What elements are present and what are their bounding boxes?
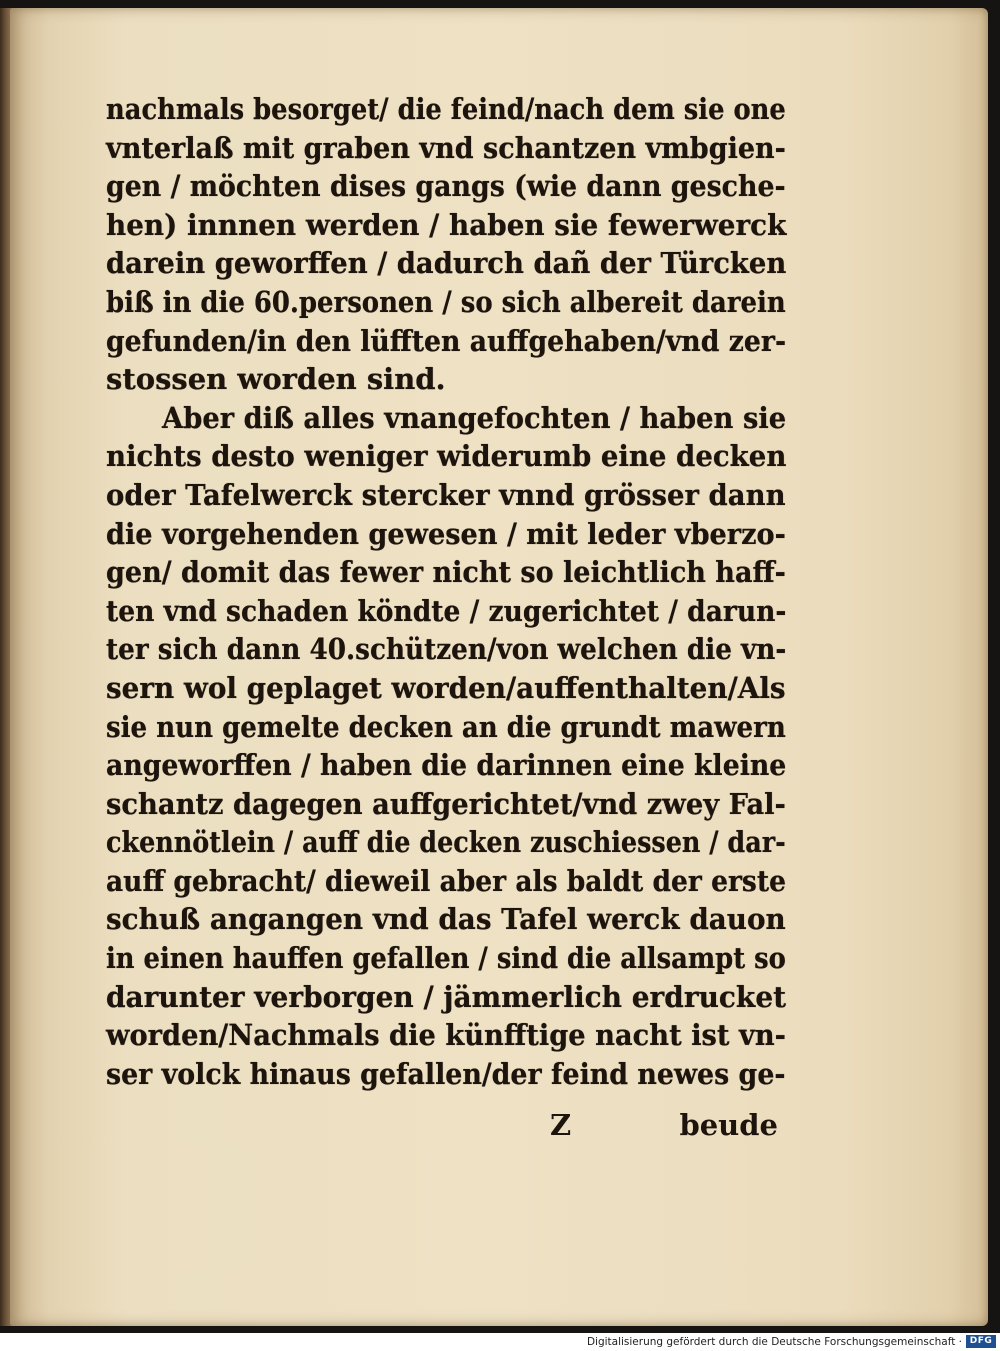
dfg-logo-icon[interactable]: DFG bbox=[966, 1335, 996, 1348]
text-line: die vorgehenden gewesen / mit leder vberzo- bbox=[106, 516, 786, 551]
text-block bbox=[106, 90, 786, 1093]
text-line: nichts desto weniger widerumb eine decken bbox=[106, 439, 787, 474]
text-line: gefunden/in den lüfften auffgehaben/vnd zer- bbox=[106, 323, 787, 358]
text-line: gen / möchten dises gangs (wie dann gesche- bbox=[106, 169, 786, 204]
text-line: hen) innnen werden / haben sie fewerwerck bbox=[106, 207, 787, 242]
text-line: darunter verborgen / jämmerlich erdrucket bbox=[106, 979, 787, 1014]
text-line: biß in die 60.personen / so sich albereit darein bbox=[106, 284, 786, 319]
text-line: worden/Nachmals die künfftige nacht ist vn- bbox=[106, 1018, 787, 1053]
text-line: sern wol geplaget worden/auffenthalten/Als bbox=[106, 670, 786, 705]
text-line: oder Tafelwerck stercker vnnd grösser dann bbox=[106, 477, 786, 512]
text-line: schantz dagegen auffgerichtet/vnd zwey Fal- bbox=[106, 786, 786, 821]
text-line: darein geworffen / dadurch dañ der Türcken bbox=[106, 246, 787, 281]
text-line: vnterlaß mit graben vnd schantzen vmbgien- bbox=[106, 130, 786, 165]
footer-bar bbox=[0, 1333, 1000, 1351]
text-line: nachmals besorget/ die feind/nach dem sie one bbox=[106, 92, 786, 126]
text-line: ser volck hinaus gefallen/der feind newes ge- bbox=[106, 1056, 786, 1091]
catchword: beude bbox=[679, 1108, 778, 1142]
signature-mark: Z bbox=[550, 1108, 572, 1142]
text-line: schuß angangen vnd das Tafel werck dauon bbox=[106, 902, 786, 937]
text-line: auff gebracht/ dieweil aber als baldt der erste bbox=[106, 863, 786, 898]
text-line: ter sich dann 40.schützen/von welchen die vn- bbox=[106, 632, 787, 667]
text-line: sie nun gemelte decken an die grundt mawern bbox=[106, 709, 786, 744]
funding-notice: Digitalisierung gefördert durch die Deutsche Forschungsgemeinschaft · bbox=[586, 1336, 962, 1348]
text-line: ten vnd schaden köndte / zugerichtet / darun- bbox=[106, 593, 787, 628]
book-page bbox=[10, 8, 988, 1326]
text-line: gen/ domit das fewer nicht so leichtlich haff- bbox=[106, 555, 786, 590]
text-line: ckennötlein / auff die decken zuschiessen / dar- bbox=[106, 825, 786, 860]
text-line: angeworffen / haben die darinnen eine kleine bbox=[106, 748, 787, 783]
text-line: Aber diß alles vnangefochten / haben sie bbox=[162, 400, 787, 435]
text-line: stossen worden sind. bbox=[106, 362, 446, 397]
text-line: in einen hauffen gefallen / sind die allsampt so bbox=[106, 941, 786, 976]
page-foot-row bbox=[106, 1105, 786, 1145]
